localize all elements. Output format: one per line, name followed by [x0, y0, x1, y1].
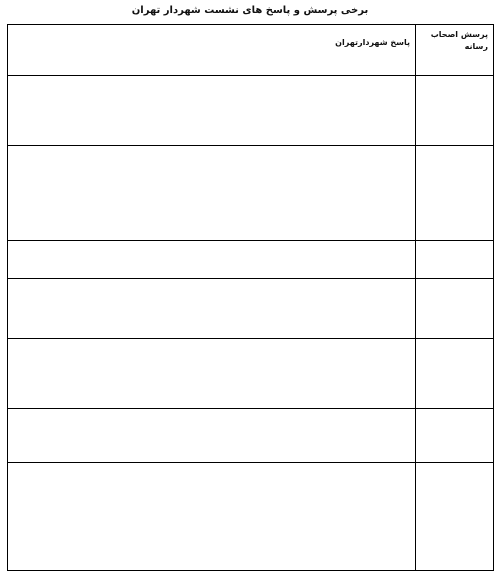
- table-row: [8, 76, 494, 146]
- table-header-row: [8, 25, 494, 76]
- answer-cell: [8, 146, 416, 241]
- question-cell: [416, 241, 494, 279]
- answer-cell: [8, 339, 416, 409]
- question-cell: [416, 339, 494, 409]
- table-row: [8, 146, 494, 241]
- answer-cell: [8, 279, 416, 339]
- qa-table: [7, 24, 494, 571]
- question-column-header: پرسش اصحاب رسانه: [416, 25, 494, 76]
- answer-cell: [8, 463, 416, 571]
- table-row: [8, 409, 494, 463]
- table-row: [8, 339, 494, 409]
- table-row: [8, 279, 494, 339]
- answer-column-header: پاسخ شهردارتهران: [8, 25, 416, 76]
- table-row: [8, 241, 494, 279]
- answer-cell: [8, 76, 416, 146]
- question-cell: [416, 463, 494, 571]
- question-cell: [416, 76, 494, 146]
- document-title: برخی پرسش و پاسخ های نشست شهردار تهران: [131, 5, 369, 16]
- question-cell: [416, 409, 494, 463]
- answer-cell: [8, 241, 416, 279]
- answer-cell: [8, 409, 416, 463]
- question-cell: [416, 146, 494, 241]
- table-row: [8, 463, 494, 571]
- question-cell: [416, 279, 494, 339]
